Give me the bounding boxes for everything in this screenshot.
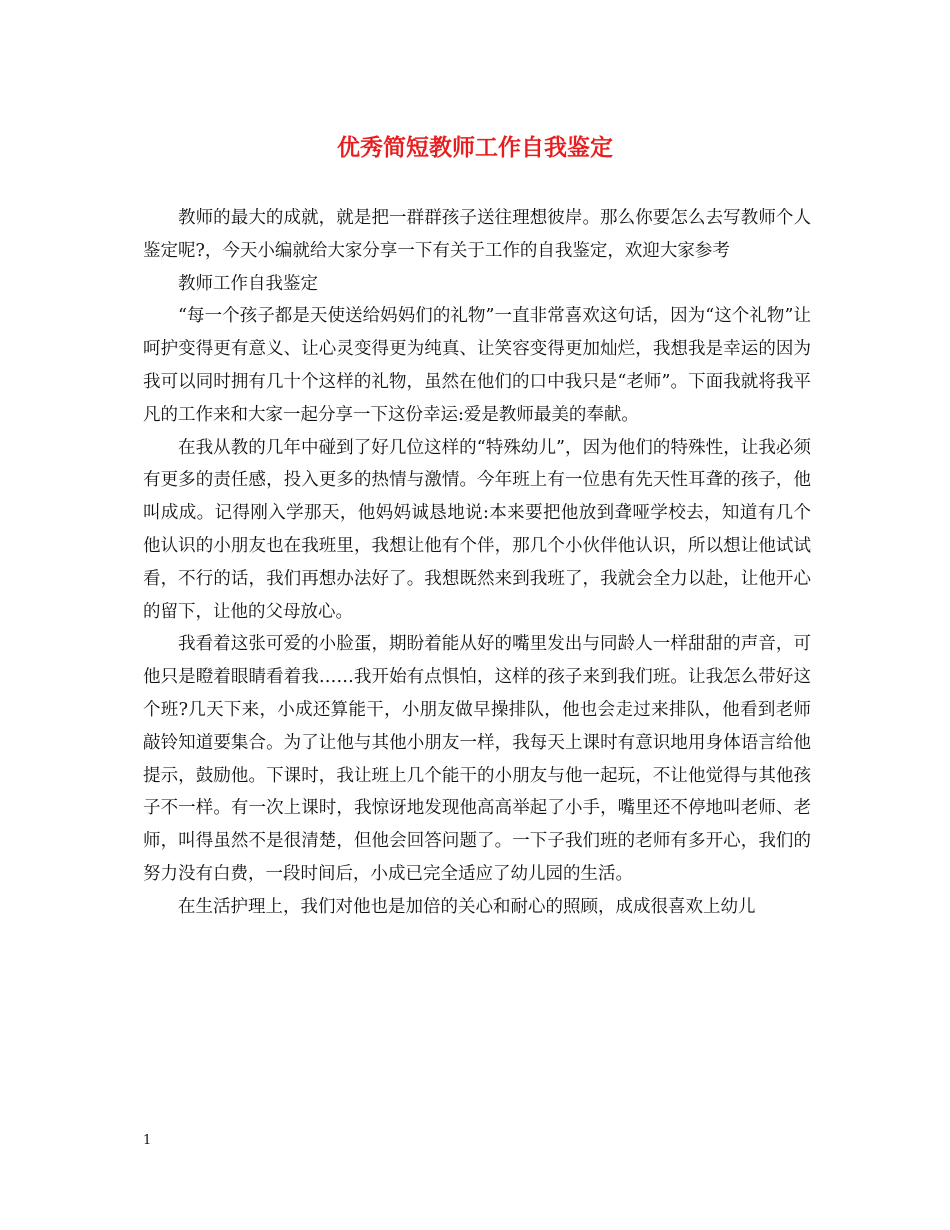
page-title: 优秀简短教师工作自我鉴定 (337, 134, 613, 161)
body-paragraph: 在生活护理上，我们对他也是加倍的关心和耐心的照顾，成成很喜欢上幼儿 (178, 896, 756, 917)
body-paragraph: “每一个孩子都是天使送给妈妈们的礼物”一直非常喜欢这句话，因为“这个礼物”让呵护变得更有意义、让心灵变得更为纯真、让笑容变得更加灿烂，我想我是幸运的因为我可以同时拥有几十个这样的礼物，虽然在他们的口中我只是“老师”。下面我就将我平凡的工作来和大家一起分享一下这份幸运:爱是教师最美的奉献。 (143, 306, 811, 425)
body-paragraph: 我看着这张可爱的小脸蛋，期盼着能从好的嘴里发出与同龄人一样甜甜的声音，可他只是瞪着眼睛看着我……我开始有点惧怕，这样的孩子来到我们班。让我怎么带好这个班?几天下来，小成还算能干，小朋友做早操排队，他也会走过来排队，他看到老师敲铃知道要集合。为了让他与其他小朋友一样，我每天上课时有意识地用身体语言给他提示，鼓励他。下课时，我让班上几个能干的小朋友与他一起玩，不让他觉得与其他孩子不一样。有一次上课时，我惊讶地发现他高高举起了小手，嘴里还不停地叫老师、老师，叫得虽然不是很清楚，但他会回答问题了。一下子我们班的老师有多开心，我们的努力没有白费，一段时间后，小成已完全适应了幼儿园的生活。 (143, 634, 811, 884)
page-number: 1 (143, 1133, 152, 1148)
document-body (143, 202, 811, 924)
section-heading: 教师工作自我鉴定 (178, 273, 318, 294)
intro-paragraph: 教师的最大的成就，就是把一群群孩子送往理想彼岸。那么你要怎么去写教师个人鉴定呢?，今天小编就给大家分享一下有关于工作的自我鉴定，欢迎大家参考 (143, 208, 811, 261)
body-paragraph: 在我从教的几年中碰到了好几位这样的“特殊幼儿”，因为他们的特殊性，让我必须有更多的责任感，投入更多的热情与激情。今年班上有一位患有先天性耳聋的孩子，他叫成成。记得刚入学那天，他妈妈诚恳地说:本来要把他放到聋哑学校去，知道有几个他认识的小朋友也在我班里，我想让他有个伴，那几个小伙伴他认识，所以想让他试试看，不行的话，我们再想办法好了。我想既然来到我班了，我就会全力以赴，让他开心的留下，让他的父母放心。 (143, 437, 811, 622)
